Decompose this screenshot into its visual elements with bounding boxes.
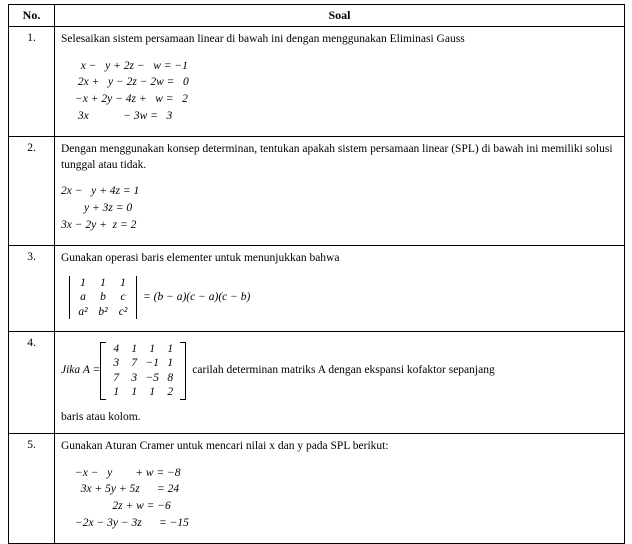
matrix-cell: 1 xyxy=(131,343,138,356)
matrix-cell: c² xyxy=(118,305,128,318)
equation-line: 3x − 2y + z = 2 xyxy=(61,218,137,231)
equation-system xyxy=(61,58,618,125)
matrix-cell: 1 xyxy=(167,343,174,356)
matrix-bracket xyxy=(100,342,186,400)
row-number: 5. xyxy=(9,434,55,544)
matrix-cell: 1 xyxy=(149,386,156,399)
matrix-cell: b² xyxy=(98,305,108,318)
matrix-expression xyxy=(61,342,618,400)
row-content xyxy=(55,246,625,332)
matrix-cell: 7 xyxy=(131,357,138,370)
table-row xyxy=(9,246,625,332)
matrix-cell: 1 xyxy=(149,343,156,356)
row-number: 1. xyxy=(9,27,55,137)
equation-system xyxy=(61,183,618,233)
matrix-cell: 3 xyxy=(131,371,138,384)
matrix-cell: c xyxy=(120,291,126,304)
table-row xyxy=(9,434,625,544)
row-content xyxy=(55,137,625,246)
row-number: 2. xyxy=(9,137,55,246)
row-content xyxy=(55,332,625,434)
matrix-cell: 1 xyxy=(167,357,174,370)
table-row xyxy=(9,137,625,246)
determinant-bars xyxy=(69,276,137,319)
row-number: 4. xyxy=(9,332,55,434)
equation-system xyxy=(61,465,618,532)
equation-line: 2x + y − 2z − 2w = 0 xyxy=(75,76,189,89)
matrix-cell: 1 xyxy=(131,386,138,399)
equation-line: 3x + 5y + 5z = 24 xyxy=(75,483,180,496)
equation-line: x − y + 2z − w = −1 xyxy=(75,59,188,72)
matrix-cell: 2 xyxy=(167,386,174,399)
matrix-cell: 1 xyxy=(100,276,106,289)
table-row xyxy=(9,332,625,434)
question-text: Dengan menggunakan konsep determinan, tentukan apakah sistem persamaan linear (SPL) di bawah ini memiliki solusi tunggal atau tidak. xyxy=(61,143,613,171)
determinant-expression xyxy=(69,276,618,319)
matrix-cell: −1 xyxy=(145,357,160,370)
row-content xyxy=(55,434,625,544)
question-text-continued: baris atau kolom. xyxy=(61,410,141,423)
row-number: 3. xyxy=(9,246,55,332)
column-header-no: No. xyxy=(9,5,55,27)
matrix-cell: a² xyxy=(78,305,88,318)
matrix-suffix: carilah determinan matriks A dengan ekspansi kofaktor sepanjang xyxy=(192,364,495,377)
question-text: Selesaikan sistem persamaan linear di bawah ini dengan menggunakan Eliminasi Gauss xyxy=(61,33,465,46)
matrix-cell: 3 xyxy=(113,357,120,370)
matrix-cell: 1 xyxy=(80,276,86,289)
question-text: Gunakan Aturan Cramer untuk mencari nilai x dan y pada SPL berikut: xyxy=(61,440,389,453)
matrix-cell: 4 xyxy=(113,343,120,356)
matrix-cell: 8 xyxy=(167,371,174,384)
column-header-soal: Soal xyxy=(55,5,625,27)
table-header-row xyxy=(9,5,625,27)
equation-line: 2z + w = −6 xyxy=(75,499,171,512)
determinant-equals: = (b − a)(c − a)(c − b) xyxy=(143,290,251,303)
matrix-cell: a xyxy=(80,291,86,304)
equation-line: 2x − y + 4z = 1 xyxy=(61,185,140,198)
equation-line: −x + 2y − 4z + w = 2 xyxy=(75,93,188,106)
matrix-cell: 7 xyxy=(113,371,120,384)
equation-line: −2x − 3y − 3z = −15 xyxy=(75,516,189,529)
matrix-cell: b xyxy=(100,291,106,304)
table-row xyxy=(9,27,625,137)
matrix-cell: 1 xyxy=(120,276,126,289)
equation-line: 3x − 3w = 3 xyxy=(75,109,173,122)
row-content xyxy=(55,27,625,137)
matrix-cell: 1 xyxy=(113,386,120,399)
question-text: Gunakan operasi baris elementer untuk menunjukkan bahwa xyxy=(61,252,340,265)
equation-line: −x − y + w = −8 xyxy=(75,466,181,479)
matrix-cell: −5 xyxy=(145,371,160,384)
equation-line: y + 3z = 0 xyxy=(61,202,133,215)
questions-table xyxy=(8,4,625,544)
matrix-prefix: Jika A = xyxy=(61,364,101,377)
